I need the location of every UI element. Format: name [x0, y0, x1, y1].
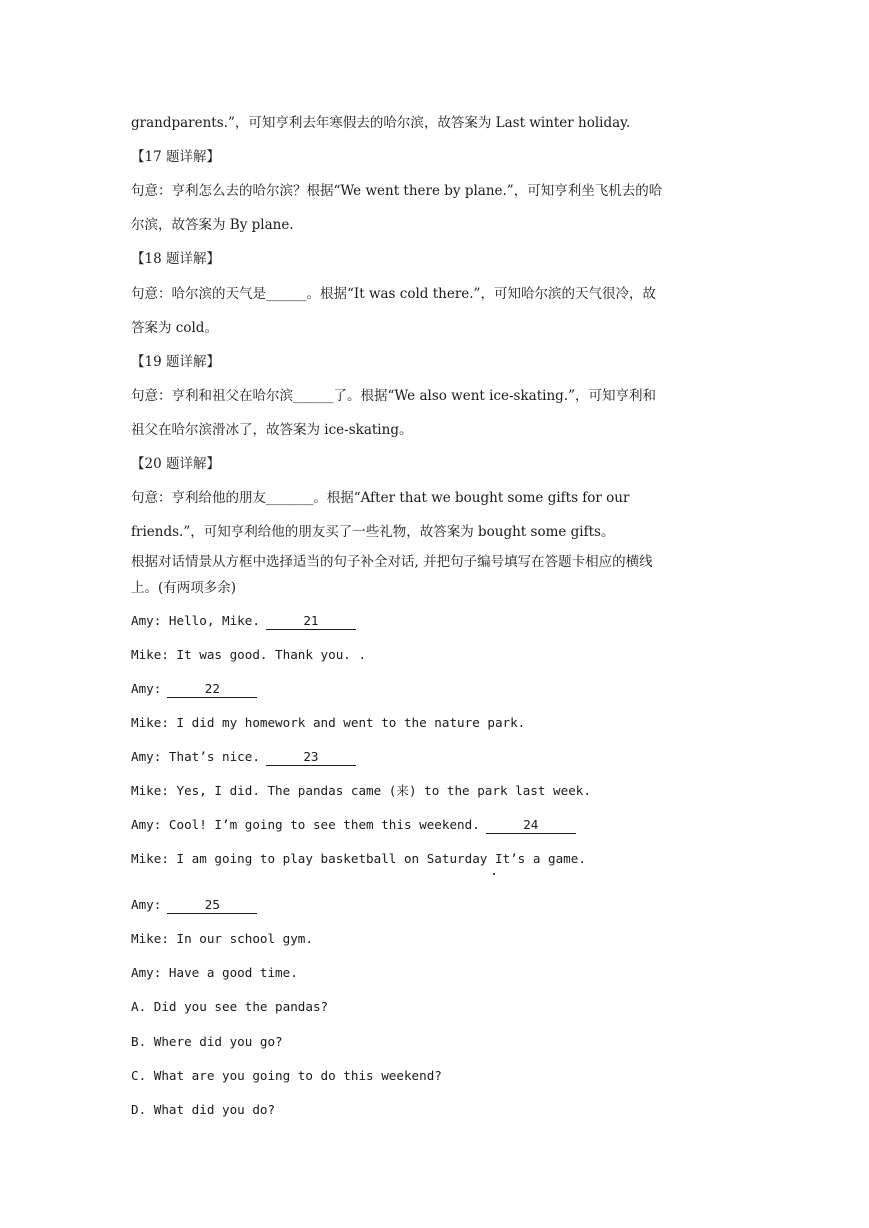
explanation-line: friends.”，可知亨利给他的朋友买了一些礼物，故答案为 bought some gifts。 [131, 524, 615, 540]
option-a: A. Did you see the pandas? [131, 999, 329, 1014]
dialogue-line: Mike: In our school gym. [131, 931, 313, 946]
explanation-line: 祖父在哈尔滨滑冰了，故答案为 ice-skating。 [131, 422, 413, 438]
answer-blank-25: 25 [167, 897, 257, 914]
instruction-line: 上。(有两项多余) [131, 580, 237, 596]
explanation-line: 尔滨，故答案为 By plane. [131, 217, 294, 233]
explanation-line: 答案为 cold。 [131, 320, 218, 336]
dialogue-line [131, 612, 741, 630]
answer-blank-24: 24 [486, 817, 576, 834]
dialogue-line [131, 680, 741, 698]
dialogue-line [131, 896, 741, 914]
explanation-line: 句意：亨利给他的朋友_______。根据“After that we bought some gifts for our [131, 490, 630, 506]
option-c: C. What are you going to do this weekend? [131, 1068, 442, 1083]
dialogue-text: Amy: [131, 897, 162, 912]
explanation-line: grandparents.”，可知亨利去年寒假去的哈尔滨，故答案为 Last winter holiday. [131, 115, 631, 131]
answer-blank-21: 21 [266, 613, 356, 630]
dialogue-line: Mike: I am going to play basketball on Saturday It’s a game. [131, 851, 586, 866]
explanation-line: 句意：亨利和祖父在哈尔滨______了。根据“We also went ice-skating.”，可知亨利和 [131, 388, 656, 404]
dialogue-text: Amy: Cool! I’m going to see them this weekend. [131, 817, 480, 832]
section-heading-17: 【17 题详解】 [131, 149, 220, 165]
dialogue-text: Amy: [131, 681, 162, 696]
answer-blank-22: 22 [167, 681, 257, 698]
section-heading-19: 【19 题详解】 [131, 354, 220, 370]
dialogue-line: Amy: Have a good time. [131, 965, 298, 980]
dialogue-text: Amy: That’s nice. [131, 749, 260, 764]
stray-dot [493, 873, 495, 875]
dialogue-line: Mike: I did my homework and went to the nature park. [131, 715, 526, 730]
explanation-line: 句意：亨利怎么去的哈尔滨？根据“We went there by plane.”，可知亨利坐飞机去的哈 [131, 183, 663, 199]
option-d: D. What did you do? [131, 1102, 276, 1117]
explanation-line: 句意：哈尔滨的天气是______。根据“It was cold there.”，可知哈尔滨的天气很冷，故 [131, 286, 656, 302]
answer-blank-23: 23 [266, 749, 356, 766]
dialogue-line [131, 816, 741, 834]
dialogue-text: Amy: Hello, Mike. [131, 613, 260, 628]
dialogue-line: Mike: It was good. Thank you. . [131, 647, 367, 662]
dialogue-line: Mike: Yes, I did. The pandas came (来) to the park last week. [131, 783, 591, 798]
option-b: B. Where did you go? [131, 1034, 283, 1049]
section-heading-20: 【20 题详解】 [131, 456, 220, 472]
dialogue-line [131, 748, 741, 766]
instruction-line: 根据对话情景从方框中选择适当的句子补全对话, 并把句子编号填写在答题卡相应的横线 [131, 554, 653, 570]
section-heading-18: 【18 题详解】 [131, 251, 220, 267]
